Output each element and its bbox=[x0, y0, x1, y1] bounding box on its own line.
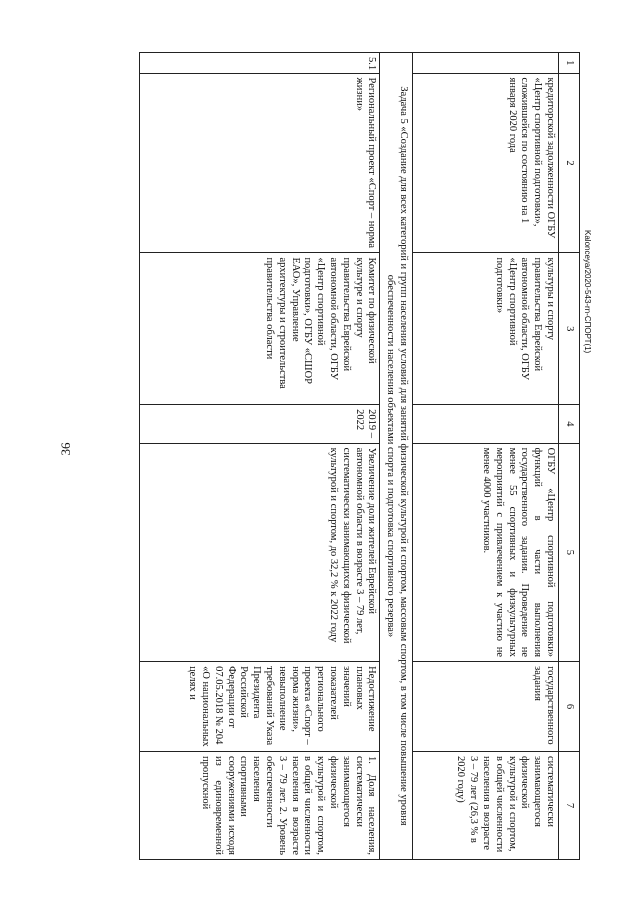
header-cell: 4 bbox=[559, 405, 580, 444]
cell-indicator: 1. Доля населения, систематически занимающегося физической культурой и спортом, в общей численности населения в возрасте 3 – 79 лет. 2. Уровень обеспеченности населения спортивными сооружениями исходя из единовременной пропускной bbox=[140, 752, 380, 860]
header-cell: 6 bbox=[559, 662, 580, 752]
task-heading: Задача 5 «Создание для всех категорий и групп населения условий для занятий физической культурой и спортом, массовым спортом, в том числе повышение уровня обеспеченности населения объектами спорта и подготовка спортивного резерва» bbox=[380, 53, 413, 860]
cell-number: 5.1 bbox=[140, 53, 380, 74]
header-cell: 3 bbox=[559, 253, 580, 405]
cell-consequences: государственного задания bbox=[413, 662, 559, 752]
header-cell: 1 bbox=[559, 53, 580, 74]
cell-event: кредиторской задолженности ОГБУ «Центр спортивной подготовки», сложившейся по состоянию на 1 января 2020 года bbox=[413, 73, 559, 253]
cell-executor: Комитет по физической культуре и спорту правительства Еврейской автономной области, ОГБУ «Центр спортивной подготовки», ОГБУ «СШОР ЕАО», Управление архитектуры и строительства правительства области bbox=[140, 253, 380, 405]
cell-number bbox=[413, 53, 559, 74]
header-cell: 7 bbox=[559, 752, 580, 860]
footer-file-reference: Kalonceya/2020-543-rn-CПОРТ(1) bbox=[583, 230, 592, 354]
program-table bbox=[139, 52, 580, 860]
header-row bbox=[559, 53, 580, 860]
cell-result: Увеличение доли жителей Еврейской автономной области в возрасте 3 – 79 лет, систематически занимающихся физической культурой и спортом, до 32,2 % к 2022 году bbox=[140, 443, 380, 661]
table-row bbox=[140, 53, 380, 860]
cell-result: ОГБУ «Центр спортивной подготовки» функций в части выполнения государственного задания. Проведение не менее 55 спортивных и физкультурных мероприятий с привлечением к участию не менее 4000 участников. bbox=[413, 443, 559, 661]
cell-indicator: систематически занимающегося физической культурой и спортом, в общей численности населения в возрасте 3 – 79 лет (26,3 % в 2020 году) bbox=[413, 752, 559, 860]
cell-period: 2019 – 2022 bbox=[140, 405, 380, 444]
cell-period bbox=[413, 405, 559, 444]
header-cell: 2 bbox=[559, 73, 580, 253]
cell-executor: культуры и спорту правительства Еврейской автономной области, ОГБУ «Центр спортивной подготовки» bbox=[413, 253, 559, 405]
page-number: 36 bbox=[58, 442, 73, 456]
header-cell: 5 bbox=[559, 443, 580, 661]
cell-consequences: Недостижение плановых значений показателей регионального проекта «Спорт – норма жизни», невыполнение требований Указа Президента Российской Федерации от 07.05.2018 № 204 «О национальных целях и bbox=[140, 662, 380, 752]
table-row bbox=[413, 53, 559, 860]
cell-event: Региональный проект «Спорт – норма жизни» bbox=[140, 73, 380, 253]
task-row bbox=[380, 53, 413, 860]
rotated-table-wrapper bbox=[108, 52, 580, 860]
